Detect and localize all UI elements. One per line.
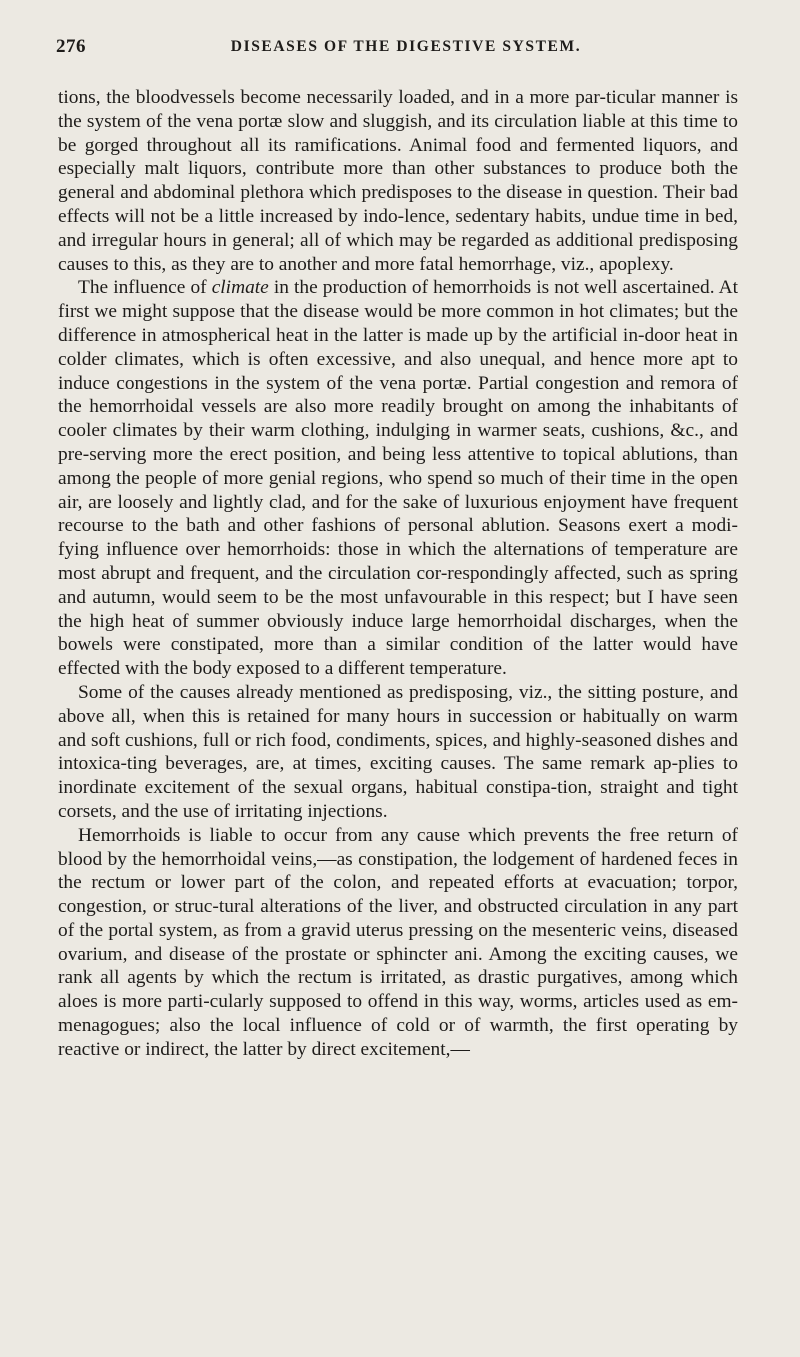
page-number: 276	[56, 36, 86, 57]
paragraph-2-rest: in the production of hemorrhoids is not well ascertained. At first we might suppose that the disease would be more common in hot climates; but the difference in atmospherical heat in the latter is made up by the artificial in-door heat in colder climates, which is often excessive, and also unequal, and hence more apt to induce congestions in the system of the vena portæ. Partial congestion and remora of the hemorrhoidal vessels are also more readily brought on among the inhabitants of cooler climates by their warm clothing, indulging in warmer seats, cushions, &c., and pre-serving more the erect position, and being less attentive to topical ablutions, than among the people of more genial regions, who spend so much of their time in the open air, are loosely and lightly clad, and for the sake of luxurious enjoyment have frequent recourse to the bath and other fashions of personal ablution. Seasons exert a modi-fying influence over hemorrhoids: those in which the alternations of temperature are most abrupt and frequent, and the circulation cor-respondingly affected, such as spring and autumn, would seem to be the most unfavourable in this respect; but I have seen the high heat of summer obviously induce large hemorrhoidal discharges, when the bowels were constipated, more than a similar condition of the latter would have effected with the body exposed to a different temperature.	[58, 277, 738, 680]
emphasis-climate: climate	[211, 277, 269, 299]
paragraph-2	[58, 276, 738, 681]
paragraph-3: Some of the causes already mentioned as predisposing, viz., the sitting posture, and above all, when this is retained for many hours in succession or habitually on warm and soft cushions, full or rich food, condiments, spices, and highly-seasoned dishes and intoxica-ting beverages, are, at times, exciting causes. The same remark ap-plies to inordinate excitement of the sexual organs, habitual constipa-tion, straight and tight corsets, and the use of irritating injections.	[58, 681, 738, 822]
running-title: DISEASES OF THE DIGESTIVE SYSTEM.	[230, 38, 582, 55]
running-head	[56, 36, 756, 64]
body-text	[58, 86, 738, 1062]
paragraph-2-start: The influence of	[78, 277, 212, 299]
paragraph-4: Hemorrhoids is liable to occur from any cause which prevents the free return of blood by the hemorrhoidal veins,—as constipation, the lodgement of hardened feces in the rectum or lower part of the colon, and repeated efforts at evacuation; torpor, congestion, or struc-tural alterations of the liver, and obstructed circulation in any part of the portal system, as from a gravid uterus pressing on the mesenteric veins, diseased ovarium, and disease of the prostate or sphincter ani. Among the exciting causes, we rank all agents by which the rectum is irritated, as drastic purgatives, among which aloes is more parti-cularly supposed to offend in this way, worms, articles used as em-menagogues; also the local influence of cold or of warmth, the first operating by reactive or indirect, the latter by direct excitement,—	[58, 824, 738, 1060]
paragraph-1: tions, the bloodvessels become necessarily loaded, and in a more par-ticular manner is the system of the vena portæ slow and sluggish, and its circulation liable at this time to be gorged throughout all its ramifications. Animal food and fermented liquors, and especially malt liquors, contribute more than other substances to produce both the general and abdominal plethora which predisposes to the disease in question. Their bad effects will not be a little increased by indo-lence, sedentary habits, undue time in bed, and irregular hours in general; all of which may be regarded as additional predisposing causes to this, as they are to another and more fatal hemorrhage, viz., apoplexy.	[58, 87, 738, 275]
